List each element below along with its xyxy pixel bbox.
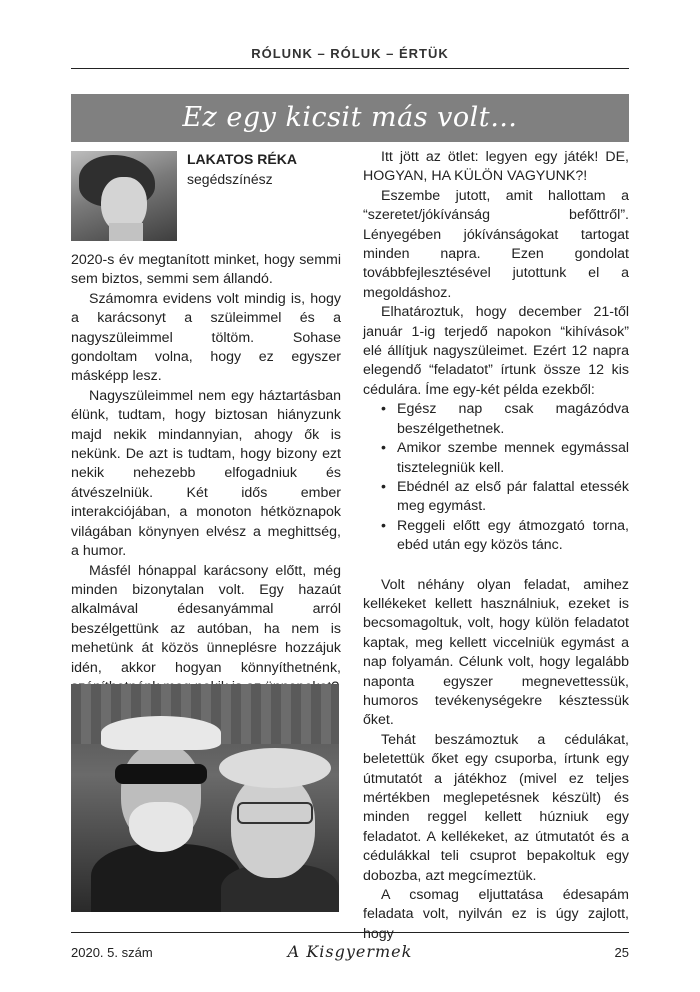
page-number: 25 [614,945,629,960]
paragraph: 2020-s év megtanított minket, hogy semmi sem biztos, semmi sem állandó. [71,252,341,288]
magazine-name: A Kisgyermek [287,942,413,961]
author-name: LAKATOS RÉKA [187,151,297,167]
task-list [363,400,629,555]
author-role: segédszínész [187,171,273,187]
footer-rule [71,932,629,933]
issue-number: 2020. 5. szám [71,945,153,960]
section-header: RÓLUNK – RÓLUK – ÉRTÜK [251,46,449,61]
list-item: • Reggeli előtt egy átmozgató torna, ebéd után egy közös tánc. [363,517,629,556]
article-column-right [363,148,629,944]
paragraph: Számomra evidens volt mindig is, hogy a karácsonyt a szüleimmel és a nagyszüleimmel töltöm. Sohase gondoltam volna, hogy ez egyszer másképp lesz. [71,290,341,385]
family-photo [71,684,339,912]
author-photo [71,151,177,241]
paragraph: Tehát beszámoztuk a cédulákat, beletettük őket egy csuporba, írtunk egy útmutatót a játékhoz (mivel ez teljes mértékben meglepetésnek készült) és minden reggel kellett húzniuk egy feladatot. A kellékeket, az útmutatót és a cédulákkal teli csuprot bepakoltuk egy dobozba, azt megcímeztük. [363,731,629,884]
paragraph: Elhatároztuk, hogy december 21-től január 1-ig terjedő napokon “kihívások” elé állítjuk nagyszüleimet. Ezért 12 napra elegendő “feladatot” írtunk össze 12 kis cédulára. Íme egy-két példa ezekből: [363,304,629,398]
list-item: • Ebédnél az első pár falattal etessék meg egymást. [363,478,629,517]
paragraph: Itt jött az ötlet: legyen egy játék! DE, HOGYAN, HA KÜLÖN VAGYUNK?! [363,149,629,185]
paragraph: Másfél hónappal karácsony előtt, még minden bizonytalan volt. Egy hazaút alkalmával édesanyámmal arról beszélgettünk az autóban, ha nem is mehetünk át közös ünneplésre hozzájuk idén, akkor hogyan könnyíthetnénk, [71,562,341,676]
paragraph: Eszembe jutott, amit hallottam a “szeretet/jókívánság befőttről”. Lényegében jókívánságokat tartogat minden napra. Ezen gondolat továbbfejlesztésével jutottunk el a megoldáshoz. [363,187,629,301]
header-rule [71,68,629,69]
paragraph: Volt néhány olyan feladat, amihez kellékeket kellett használniuk, ezeket is becsomagoltuk, volt, hogy külön feladatot kaptak, meg kellett viccelniük egymást a nap folyamán. Célunk volt, hogy legalább naponta egyszer megnevettessük, humoros tevékenységekre késztessük őket. [363,576,629,729]
paragraph: A csomag eljuttatása édesapám feladata volt, nyilván ez is úgy zajlott, hogy [363,887,629,942]
list-item: • Amikor szembe mennek egymással tisztelegniük kell. [363,439,629,478]
paragraph: Nagyszüleimmel nem egy háztartásban élünk, tudtam, hogy biztosan hiányzunk majd nekik mindannyian, ahogy ők is nekünk. De azt is tudtam, hogy bizony ezt nekik nehezebb elfogadniuk és átvészelniük. Két idős ember interakciójában, a monoton hétköznapok világában könynyen elvész a meghittség, a humor. [71,387,341,560]
list-item: • Egész nap csak magázódva beszélgethetnek. [363,400,629,439]
article-column-left [71,251,341,697]
article-title: Ez egy kicsit más volt… [71,94,629,142]
